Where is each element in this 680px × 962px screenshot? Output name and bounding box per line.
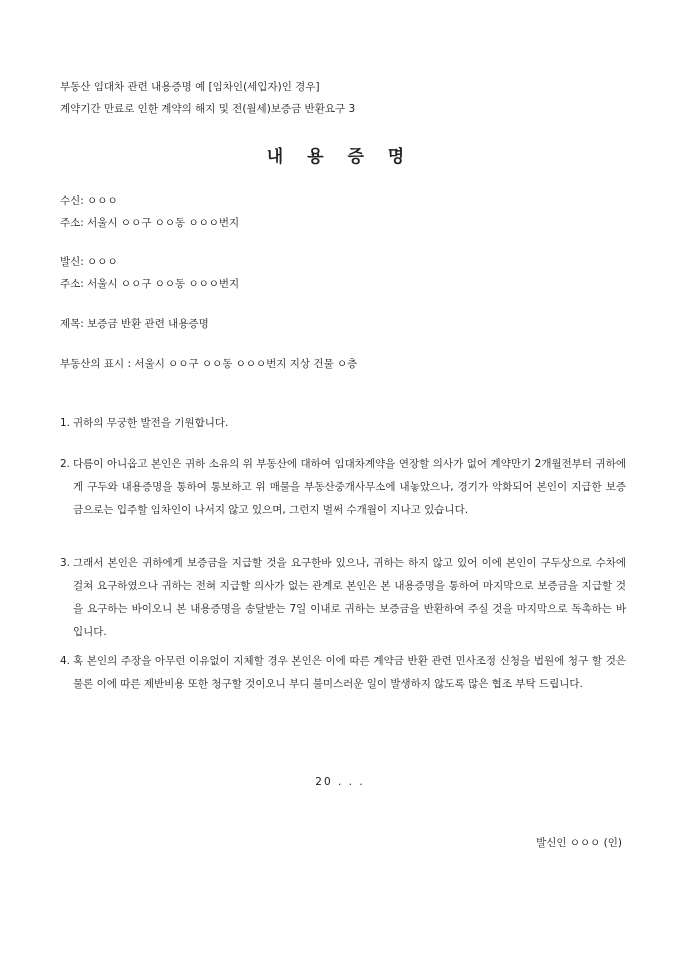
recipient-address: 주소: 서울시 ㅇㅇ구 ㅇㅇ동 ㅇㅇㅇ번지 (60, 217, 240, 229)
paragraph-number: 3. (60, 557, 71, 569)
paragraph-number: 4. (60, 655, 71, 667)
header-line-1: 부동산 임대차 관련 내용증명 예 [임차인(세입자)인 경우] (60, 81, 320, 93)
recipient-label: 수신: ㅇㅇㅇ (60, 195, 118, 207)
date-line: 20 . . . (315, 776, 365, 788)
paragraph-text: 다름이 아니옵고 본인은 귀하 소유의 위 부동산에 대하여 임대차계약을 연장할 의사가 없어 계약만기 2개월전부터 귀하에게 구두와 내용증명을 통하여 통보하고 위 매물을 부동산중개사무소에 내놓았으나, 경기가 악화되어 본인이 지급한 보증금으로는 입주할 임차인이 나서지 않고 있으며, 그런지 벌써 수개월이 지나고 있습니다. (73, 458, 626, 516)
document-title: 내 용 증 명 (266, 147, 414, 167)
sender-address: 주소: 서울시 ㅇㅇ구 ㅇㅇ동 ㅇㅇㅇ번지 (60, 278, 240, 290)
paragraph-4 (60, 650, 626, 696)
paragraph-text: 그래서 본인은 귀하에게 보증금을 지급할 것을 요구한바 있으나, 귀하는 하지 않고 있어 이에 본인이 구두상으로 수차에 걸쳐 요구하였으나 귀하는 전혀 지급할 의사가 없는 관계로 본인은 본 내용증명을 통하여 마지막으로 보증금을 지급할 것을 요구하는 바이오니 본 내용증명을 송달받는 7일 이내로 귀하는 보증금을 반환하여 주실 것을 마지막으로 독촉하는 바입니다. (73, 557, 626, 638)
header-line-2: 계약기간 만료로 인한 계약의 해지 및 전(월세)보증금 반환요구 3 (60, 103, 356, 115)
paragraph-2 (60, 453, 626, 522)
signature-line: 발신인 ㅇㅇㅇ (인) (536, 837, 622, 849)
paragraph-number: 2. (60, 458, 71, 470)
paragraph-3 (60, 552, 626, 644)
paragraph-text: 귀하의 무궁한 발전을 기원합니다. (73, 417, 229, 429)
subject-line: 제목: 보증금 반환 관련 내용증명 (60, 318, 209, 330)
paragraph-number: 1. (60, 417, 71, 429)
sender-label: 발신: ㅇㅇㅇ (60, 256, 118, 268)
property-line: 부동산의 표시 : 서울시 ㅇㅇ구 ㅇㅇ동 ㅇㅇㅇ번지 지상 건물 ㅇ층 (60, 358, 358, 370)
paragraph-text: 혹 본인의 주장을 아무런 이유없이 지체할 경우 본인은 이에 따른 계약금 반환 관련 민사조정 신청을 법원에 청구 할 것은 물론 이에 따른 제반비용 또한 청구할 것이오니 부디 불미스러운 일이 발생하지 않도록 많은 협조 부탁 드립니다. (73, 655, 626, 690)
paragraph-1 (60, 412, 626, 435)
